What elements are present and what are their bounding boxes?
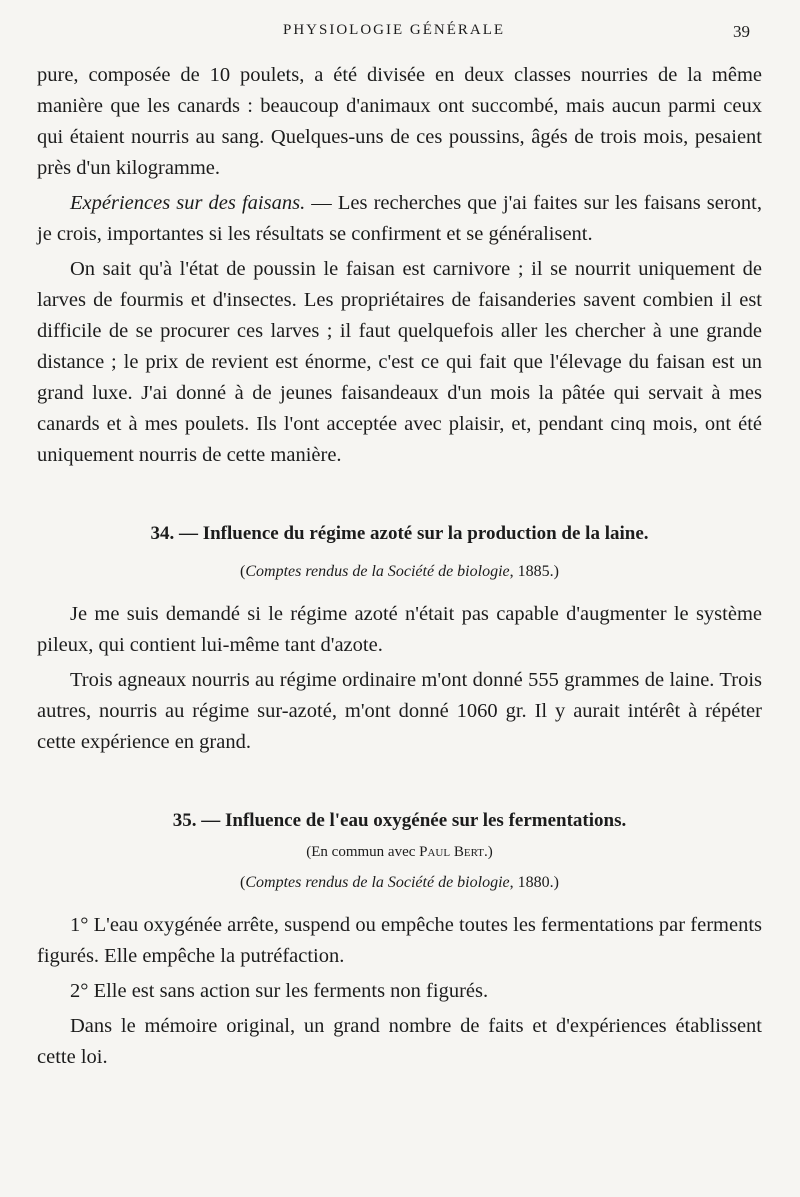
page-body	[37, 60, 762, 1073]
section-35-collaboration	[37, 840, 762, 864]
paragraph-poulets: pure, composée de 10 poulets, a été divisée en deux classes nourries de la même manière que les canards : beaucoup d'animaux ont succombé, mais aucun parmi ceux qui étaient nourris au sang. Quelques-uns de ces poussins, âgés de trois mois, pesaient près d'un kilogramme.	[37, 64, 762, 179]
citation-journal: Comptes rendus de la Société de biologie	[245, 874, 510, 891]
paragraph-laine-result: Trois agneaux nourris au régime ordinaire m'ont donné 555 grammes de laine. Trois autres, nourris au régime sur-azoté, m'ont donné 1060 gr. Il y aurait intérêt à répéter cette expérience en grand.	[37, 669, 762, 753]
paragraph-faisans-detail: On sait qu'à l'état de poussin le faisan est carnivore ; il se nourrit uniquement de larves de fourmis et d'insectes. Les propriétaires de faisanderies savent combien il est difficile de se procurer ces larves ; il faut quelquefois aller les chercher à une grande distance ; le prix de revient est énorme, c'est ce qui fait que l'élevage du faisan est un grand luxe. J'ai donné à de jeunes faisandeaux d'un mois la pâtée qui servait à mes canards et à mes poulets. Ils l'ont acceptée avec plaisir, et, pendant cinq mois, ont été uniquement nourris de cette manière.	[37, 258, 762, 466]
section-35-title: 35. — Influence de l'eau oxygénée sur les fermentations.	[172, 810, 627, 831]
faisans-subheading: Expériences sur des faisans.	[70, 192, 306, 214]
collab-suffix: .)	[483, 844, 493, 860]
citation-open: (	[240, 563, 246, 580]
citation-year: , 1885.)	[509, 563, 559, 580]
section-35-citation	[37, 870, 762, 896]
section-34-title: 34. — Influence du régime azoté sur la production de la laine.	[150, 523, 649, 544]
paragraph-faisans-intro	[37, 188, 762, 250]
paragraph-laine-question: Je me suis demandé si le régime azoté n'était pas capable d'augmenter le système pileux, qui contient lui-même tant d'azote.	[37, 603, 762, 656]
citation-open: (	[240, 874, 246, 891]
section-34-citation	[37, 559, 762, 585]
paragraph-eau-oxygenee-1: 1° L'eau oxygénée arrête, suspend ou empêche toutes les fermentations par ferments figurés. Elle empêche la putréfaction.	[37, 914, 762, 967]
citation-journal: Comptes rendus de la Société de biologie	[245, 563, 510, 580]
faisans-intro-text: — Les recherches que j'ai faites sur les faisans seront, je crois, importantes si les résultats se confirment et se généralisent.	[37, 192, 762, 245]
paragraph-eau-oxygenee-2: 2° Elle est sans action sur les ferments non figurés.	[70, 980, 489, 1002]
collab-name: Paul Bert	[419, 844, 484, 860]
page-header	[0, 22, 800, 46]
collab-prefix: (En commun avec	[306, 844, 420, 860]
page-number: 39	[733, 22, 750, 41]
running-head: PHYSIOLOGIE GÉNÉRALE	[283, 22, 506, 38]
citation-year: , 1880.)	[509, 874, 559, 891]
paragraph-eau-oxygenee-3: Dans le mémoire original, un grand nombre de faits et d'expériences établissent cette loi.	[37, 1015, 762, 1068]
